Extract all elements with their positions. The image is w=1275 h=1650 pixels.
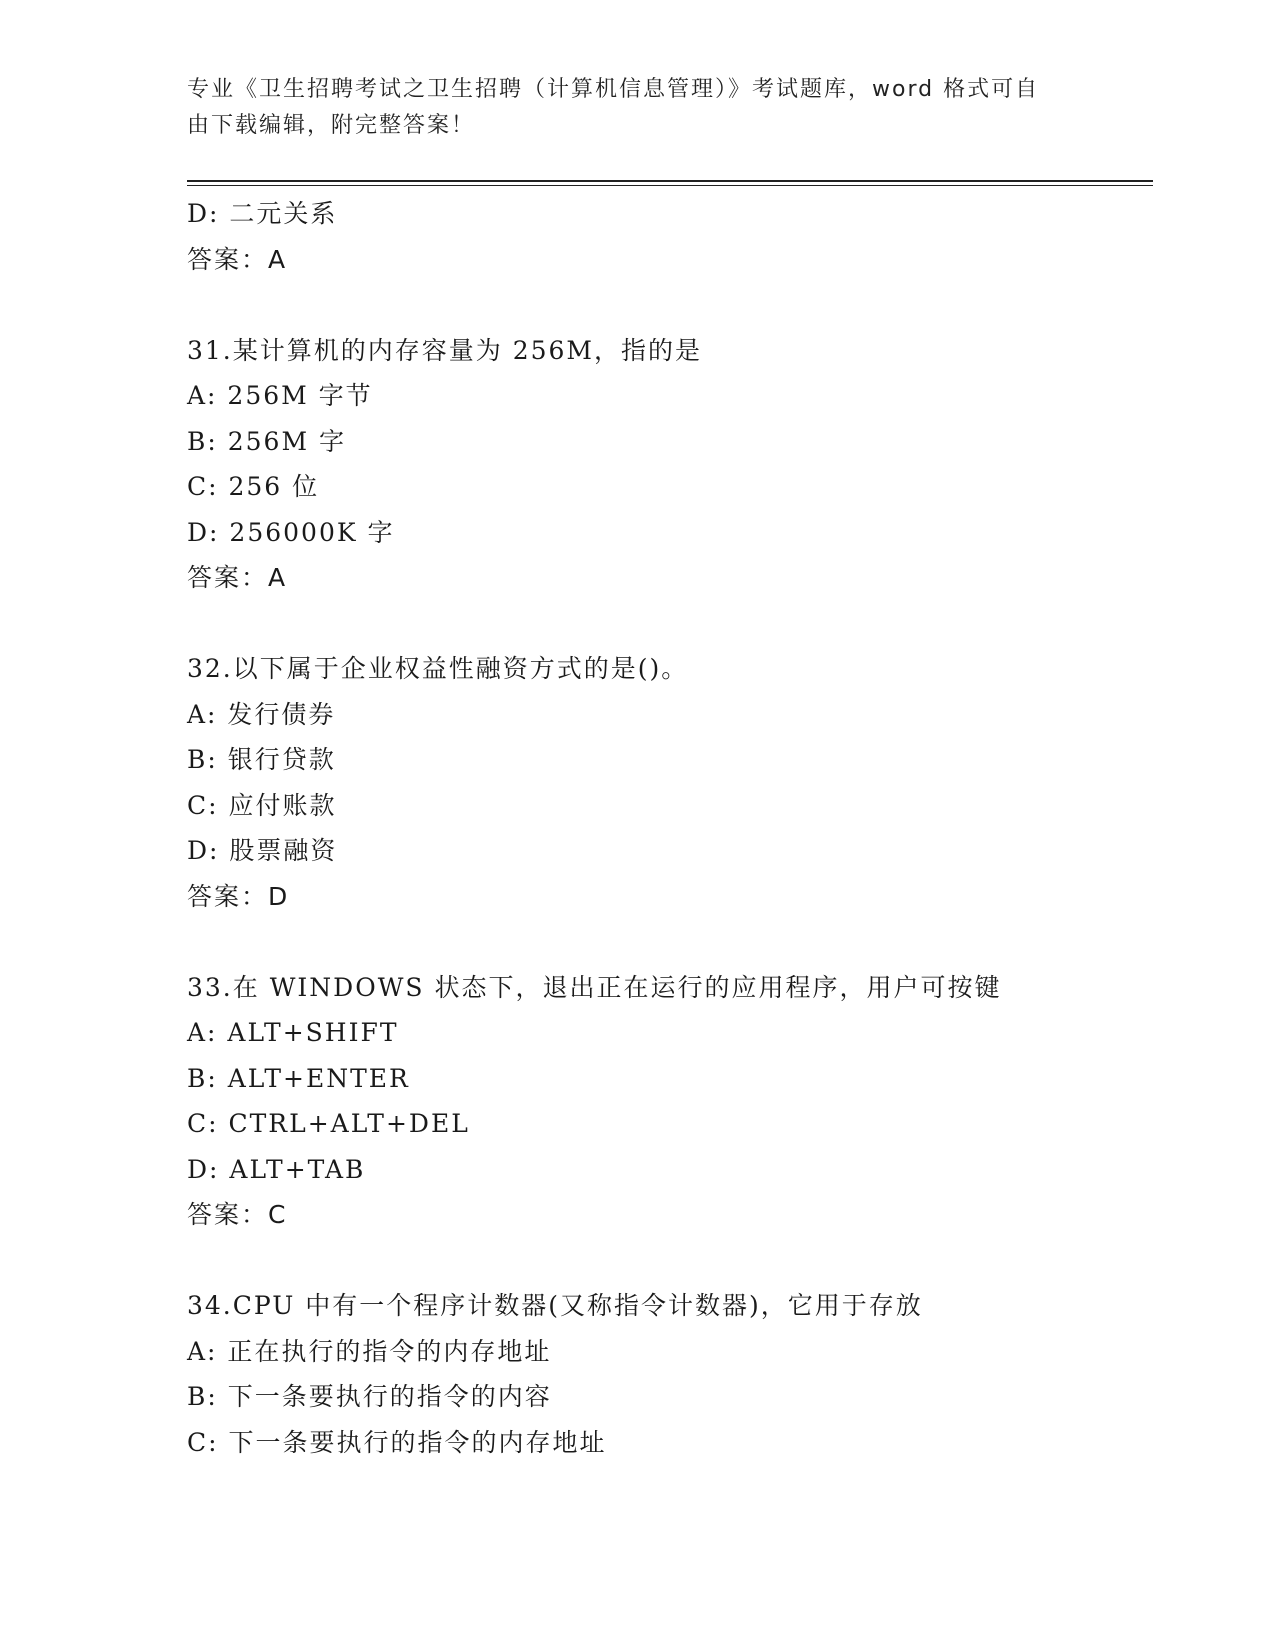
option-b: B: 256M 字 [187, 426, 347, 456]
question-33 [187, 965, 1153, 1238]
question-34 [187, 1283, 1153, 1465]
option-b: B: 银行贷款 [187, 745, 336, 774]
header-line-2: 由下载编辑，附完整答案！ [187, 113, 476, 138]
option-c: C: 下一条要执行的指令的内存地址 [187, 1427, 607, 1457]
option-a: A: 256M 字节 [187, 381, 373, 410]
question-32 [187, 646, 1153, 919]
answer: 答案：A [187, 563, 288, 592]
option-b: B: ALT+ENTER [187, 1063, 410, 1093]
option-a: A: 发行债券 [187, 699, 336, 729]
spacer [187, 601, 1153, 647]
option-c: C: 应付账款 [187, 790, 337, 820]
option-d: D: 256000K 字 [187, 517, 395, 547]
document-header [187, 72, 1067, 144]
option-a: A: 正在执行的指令的内存地址 [187, 1336, 552, 1366]
question-stem: 33.在 WINDOWS 状态下，退出正在运行的应用程序，用户可按键 [187, 972, 1002, 1002]
spacer [187, 919, 1153, 965]
header-rule-thick [187, 180, 1153, 182]
option-c: C: 256 位 [187, 472, 320, 501]
prev-answer: 答案：A [187, 244, 288, 274]
prev-option-d: D: 二元关系 [187, 199, 338, 228]
header-line-1: 专业《卫生招聘考试之卫生招聘（计算机信息管理）》考试题库，word 格式可自 [187, 77, 1040, 102]
answer: 答案：D [187, 881, 290, 911]
spacer [187, 282, 1153, 328]
question-stem: 31.某计算机的内存容量为 256M，指的是 [187, 335, 703, 365]
question-stem: 32.以下属于企业权益性融资方式的是()。 [187, 654, 689, 683]
spacer [187, 1238, 1153, 1284]
header-rule-thin [187, 185, 1153, 186]
question-31 [187, 328, 1153, 601]
option-d: D: ALT+TAB [187, 1154, 366, 1184]
option-a: A: ALT+SHIFT [187, 1018, 399, 1047]
question-list [187, 191, 1153, 1465]
question-stem: 34.CPU 中有一个程序计数器(又称指令计数器)，它用于存放 [187, 1291, 923, 1320]
option-b: B: 下一条要执行的指令的内容 [187, 1382, 552, 1411]
option-d: D: 股票融资 [187, 836, 338, 865]
option-c: C: CTRL+ALT+DEL [187, 1109, 470, 1138]
answer: 答案：C [187, 1200, 288, 1229]
